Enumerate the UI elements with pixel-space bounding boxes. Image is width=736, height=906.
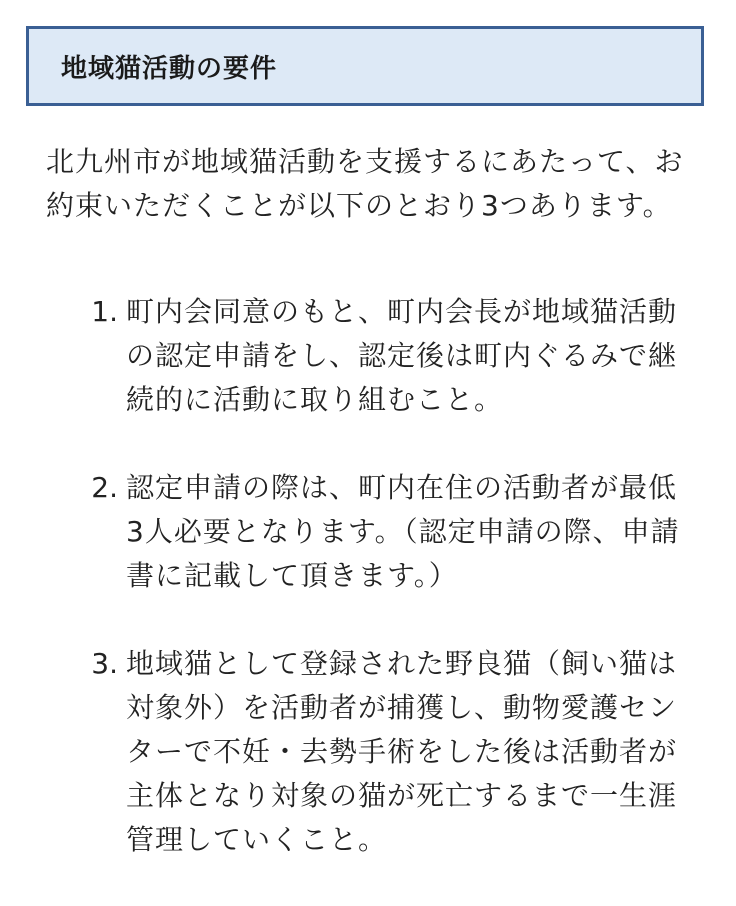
section-heading-title: 地域猫活動の要件	[61, 53, 278, 84]
requirement-item	[46, 642, 686, 862]
requirement-item	[46, 290, 686, 422]
requirement-text: 地域猫として登録された野良猫（飼い猫は対象外）を活動者が捕獲し、動物愛護センターで不妊・去勢手術をした後は活動者が主体となり対象の猫が死亡するまで一生涯管理していくこと。	[126, 647, 678, 856]
requirement-text: 町内会同意のもと、町内会長が地域猫活動の認定申請をし、認定後は町内ぐるみで継続的に活動に取り組むこと。	[126, 295, 678, 416]
intro-paragraph: 北九州市が地域猫活動を支援するにあたって、お約束いただくことが以下のとおり3つあります。	[46, 145, 684, 222]
requirement-number: 1.	[91, 295, 118, 328]
requirement-item	[46, 466, 686, 598]
requirements-list	[46, 290, 686, 906]
requirement-text: 認定申請の際は、町内在住の活動者が最低3人必要となります。（認定申請の際、申請書に記載して頂きます。）	[126, 471, 680, 592]
section-heading-box	[26, 26, 704, 106]
requirement-number: 3.	[91, 647, 118, 680]
requirement-number: 2.	[91, 471, 118, 504]
